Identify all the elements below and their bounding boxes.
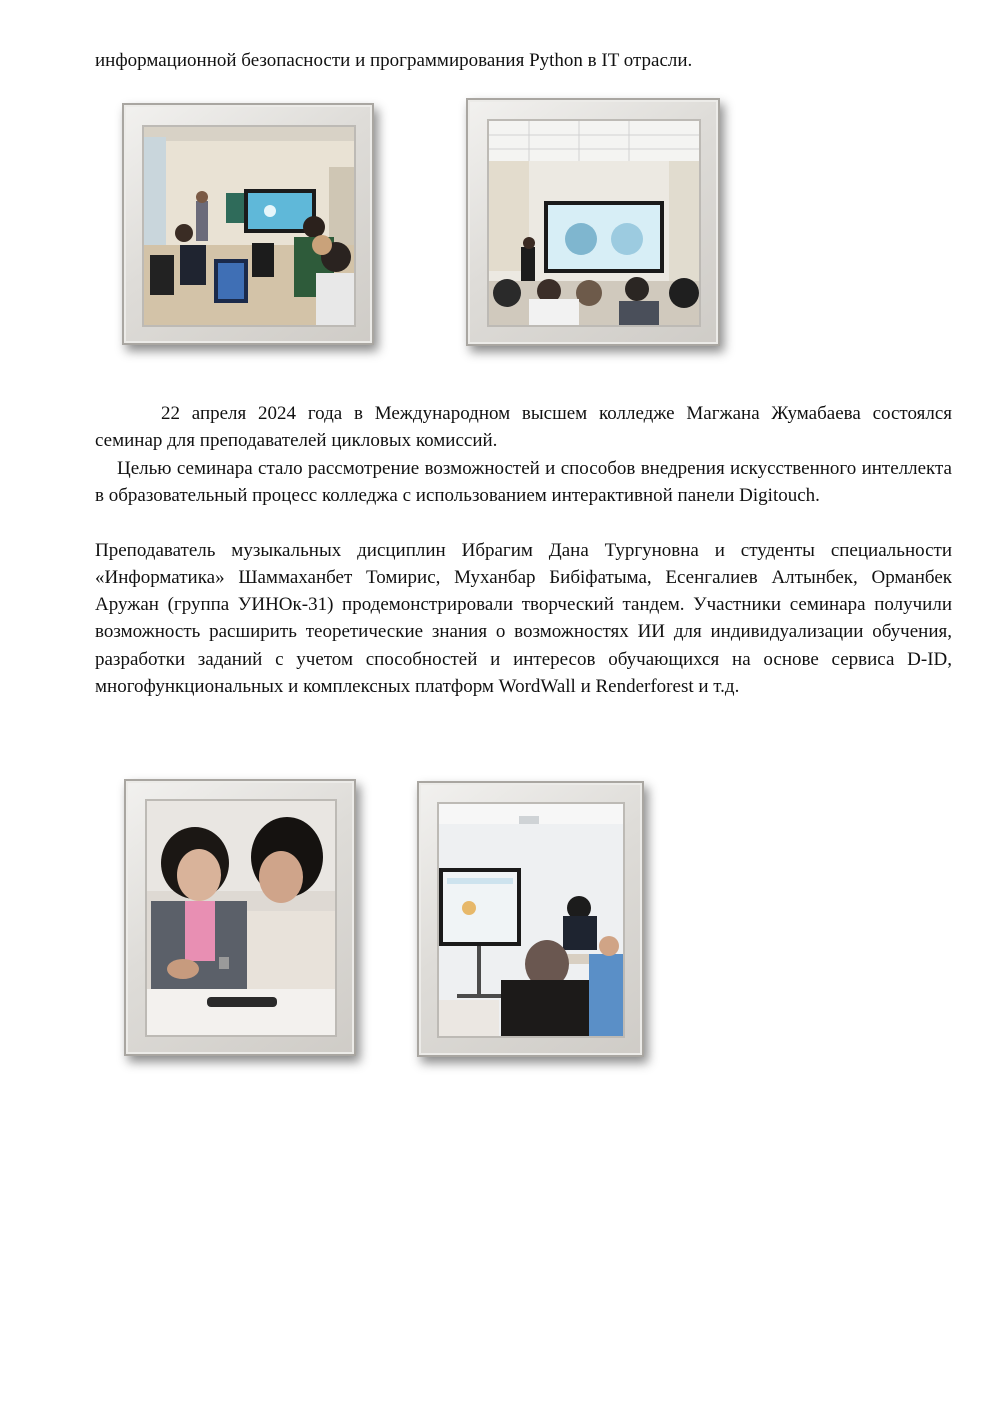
- text-line-top: информационной безопасности и программирования Python в IT отрасли.: [95, 50, 693, 71]
- photo-frame-4: [417, 781, 644, 1057]
- photo-interactive-panel: [439, 804, 623, 1036]
- paragraph-seminar-goal: Целью семинара стало рассмотрение возможностей и способов внедрения искусственного интеллекта в образовательный процесс колледжа с использованием интерактивной панели Digitouch.: [95, 457, 952, 506]
- paragraph-seminar-participants: Преподаватель музыкальных дисциплин Ибрагим Дана Тургуновна и студенты специальности «Информатика» Шаммаханбет Томирис, Муханбар Бибіфатыма, Есенгалиев Алтынбек, Орманбек Аружан (группа УИНОк-31) продемонстрировали творческий тандем. Участники семинара получили возможность расширить теоретические знания о возможностях ИИ для индивидуализации обучения, разработки заданий с учетом способностей и интересов обучающихся на основе сервиса D-ID, многофункциональных и комплексных платформ WordWall и Renderforest и т.д.: [95, 539, 952, 697]
- paragraph-seminar-date: 22 апреля 2024 года в Международном высшем колледже Магжана Жумабаева состоялся семинар для преподавателей цикловых комиссий.: [95, 403, 952, 452]
- photo-frame-1: [122, 103, 374, 345]
- photo-frame-2: [466, 98, 720, 346]
- photo-frame-3: [124, 779, 356, 1056]
- photo-computer-lab: [144, 127, 354, 325]
- photo-presentation: [489, 121, 699, 325]
- photo-teachers-phones: [147, 801, 335, 1035]
